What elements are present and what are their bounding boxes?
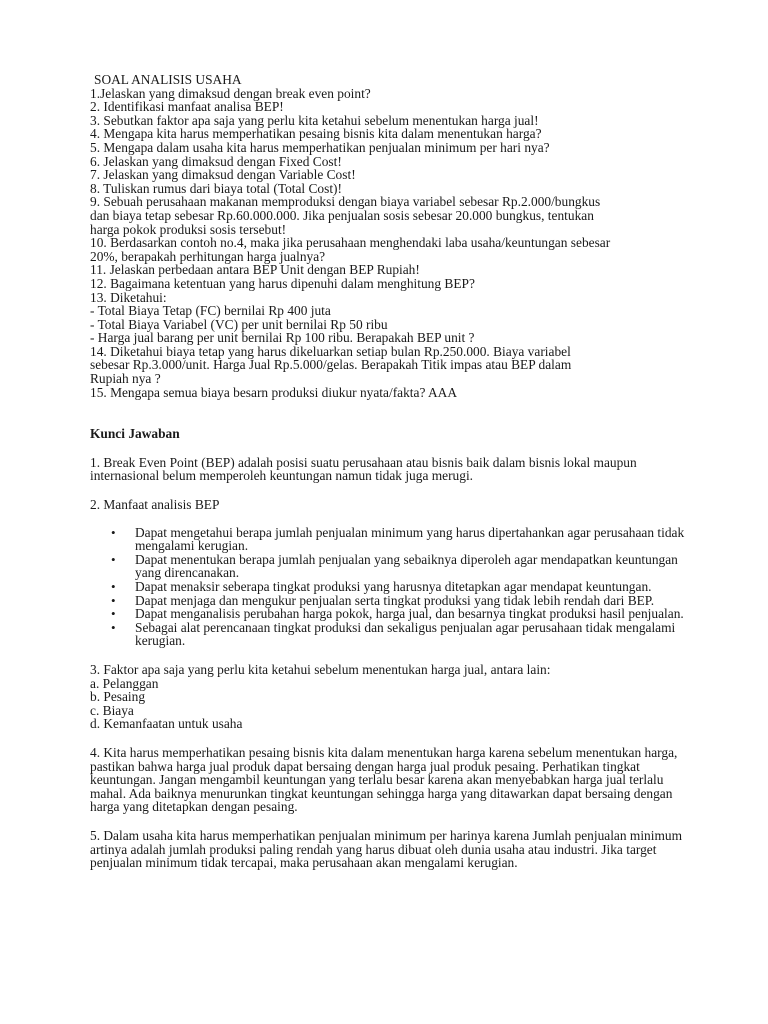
answer-1: 1. Break Even Point (BEP) adalah posisi suatu perusahaan atau bisnis baik dalam bisnis lokal maupun internasional belum memperoleh keuntungan namun tidak juga merugi. (90, 454, 637, 484)
question-line: 14. Diketahui biaya tetap yang harus dikeluarkan setiap bulan Rp.250.000. Biaya variabel (90, 343, 571, 359)
questions-title: SOAL ANALISIS USAHA (94, 72, 242, 87)
answer-3-item: c. Biaya (90, 702, 134, 718)
question-line: 11. Jelaskan perbedaan antara BEP Unit dengan BEP Rupiah! (90, 262, 420, 278)
question-line: 15. Mengapa semua biaya besarn produksi diukur nyata/fakta? AAA (90, 384, 458, 400)
bullet-item: • Dapat mengetahui berapa jumlah penjualan minimum yang harus dipertahankan agar perusahaan tidak mengalami kerugian. (90, 526, 690, 553)
question-line: 12. Bagaimana ketentuan yang harus dipenuhi dalam menghitung BEP? (90, 275, 475, 291)
answer-3-item: d. Kemanfaatan untuk usaha (90, 716, 243, 732)
question-line: sebesar Rp.3.000/unit. Harga Jual Rp.5.000/gelas. Berapakah Titik impas atau BEP dalam (90, 357, 572, 373)
document-content (90, 73, 690, 870)
answer-key-heading: Kunci Jawaban (90, 426, 180, 442)
question-line: - Total Biaya Tetap (FC) bernilai Rp 400 juta (90, 303, 331, 319)
question-line: 1.Jelaskan yang dimaksud dengan break even point? (90, 85, 371, 101)
question-line: 6. Jelaskan yang dimaksud dengan Fixed Cost! (90, 153, 342, 169)
answer-3-item: b. Pesaing (90, 689, 146, 705)
bullet-item: • Dapat menganalisis perubahan harga pokok, harga jual, dan besarnya tingkat produksi hasil penjualan. (90, 607, 690, 621)
answer-3-list (90, 677, 690, 731)
answer-3-title: 3. Faktor apa saja yang perlu kita ketahui sebelum menentukan harga jual, antara lain: (90, 661, 551, 677)
answer-5: 5. Dalam usaha kita harus memperhatikan penjualan minimum per harinya karena Jumlah penjualan minimum artinya adalah jumlah produksi paling rendah yang harus dibuat oleh dunia usaha atau industri. Jika target penjualan minimum tidak tercapai, maka perusahaan akan mengalami kerugian. (90, 827, 682, 871)
question-line: 8. Tuliskan rumus dari biaya total (Total Cost)! (90, 180, 342, 196)
questions-list (90, 87, 690, 400)
question-line: - Harga jual barang per unit bernilai Rp 100 ribu. Berapakah BEP unit ? (90, 330, 475, 346)
question-line: 3. Sebutkan faktor apa saja yang perlu kita ketahui sebelum menentukan harga jual! (90, 112, 539, 128)
answer-2-bullet-list (90, 526, 690, 648)
bullet-item: • Dapat menaksir seberapa tingkat produksi yang harusnya ditetapkan agar mendapat keuntungan. (90, 580, 690, 594)
question-line: 7. Jelaskan yang dimaksud dengan Variable Cost! (90, 167, 356, 183)
answer-4: 4. Kita harus memperhatikan pesaing bisnis kita dalam menentukan harga karena sebelum menentukan harga, pastikan bahwa harga jual produk dapat bersaing dengan harga jual produk pesaing. Perhatikan tingkat keuntungan. Jangan mengambil keuntungan yang terlalu besar karena akan menyebabkan harga jual terlalu mahal. Ada baiknya menurunkan tingkat keuntungan sehingga harga yang ditawarkan dapat bersaing dengan harga yang ditetapkan dengan pesaing. (90, 744, 678, 815)
question-line: 4. Mengapa kita harus memperhatikan pesaing bisnis kita dalam menentukan harga? (90, 126, 542, 142)
question-line: - Total Biaya Variabel (VC) per unit bernilai Rp 50 ribu (90, 316, 388, 332)
question-line: Rupiah nya ? (90, 371, 161, 387)
question-line: 2. Identifikasi manfaat analisa BEP! (90, 99, 284, 115)
question-line: dan biaya tetap sebesar Rp.60.000.000. Jika penjualan sosis sebesar 20.000 bungkus, tentukan (90, 207, 594, 223)
question-line: 13. Diketahui: (90, 289, 167, 305)
answer-3-item: a. Pelanggan (90, 675, 159, 691)
question-line: 5. Mengapa dalam usaha kita harus memperhatikan penjualan minimum per hari nya? (90, 139, 550, 155)
question-line: 9. Sebuah perusahaan makanan memproduksi dengan biaya variabel sebesar Rp.2.000/bungkus (90, 194, 601, 210)
question-line: 10. Berdasarkan contoh no.4, maka jika perusahaan menghendaki laba usaha/keuntungan sebesar (90, 235, 611, 251)
bullet-item: • Dapat menjaga dan mengukur penjualan serta tingkat produksi yang tidak lebih rendah dari BEP. (90, 594, 690, 608)
question-line: harga pokok produksi sosis tersebut! (90, 221, 287, 237)
answer-2-title: 2. Manfaat analisis BEP (90, 497, 220, 513)
bullet-item: • Dapat menentukan berapa jumlah penjualan yang sebaiknya diperoleh agar mendapatkan keuntungan yang direncanakan. (90, 553, 690, 580)
question-line: 20%, berapakah perhitungan harga jualnya? (90, 248, 326, 264)
bullet-item: • Sebagai alat perencanaan tingkat produksi dan sekaligus penjualan agar perusahaan tidak mengalami kerugian. (90, 621, 690, 648)
